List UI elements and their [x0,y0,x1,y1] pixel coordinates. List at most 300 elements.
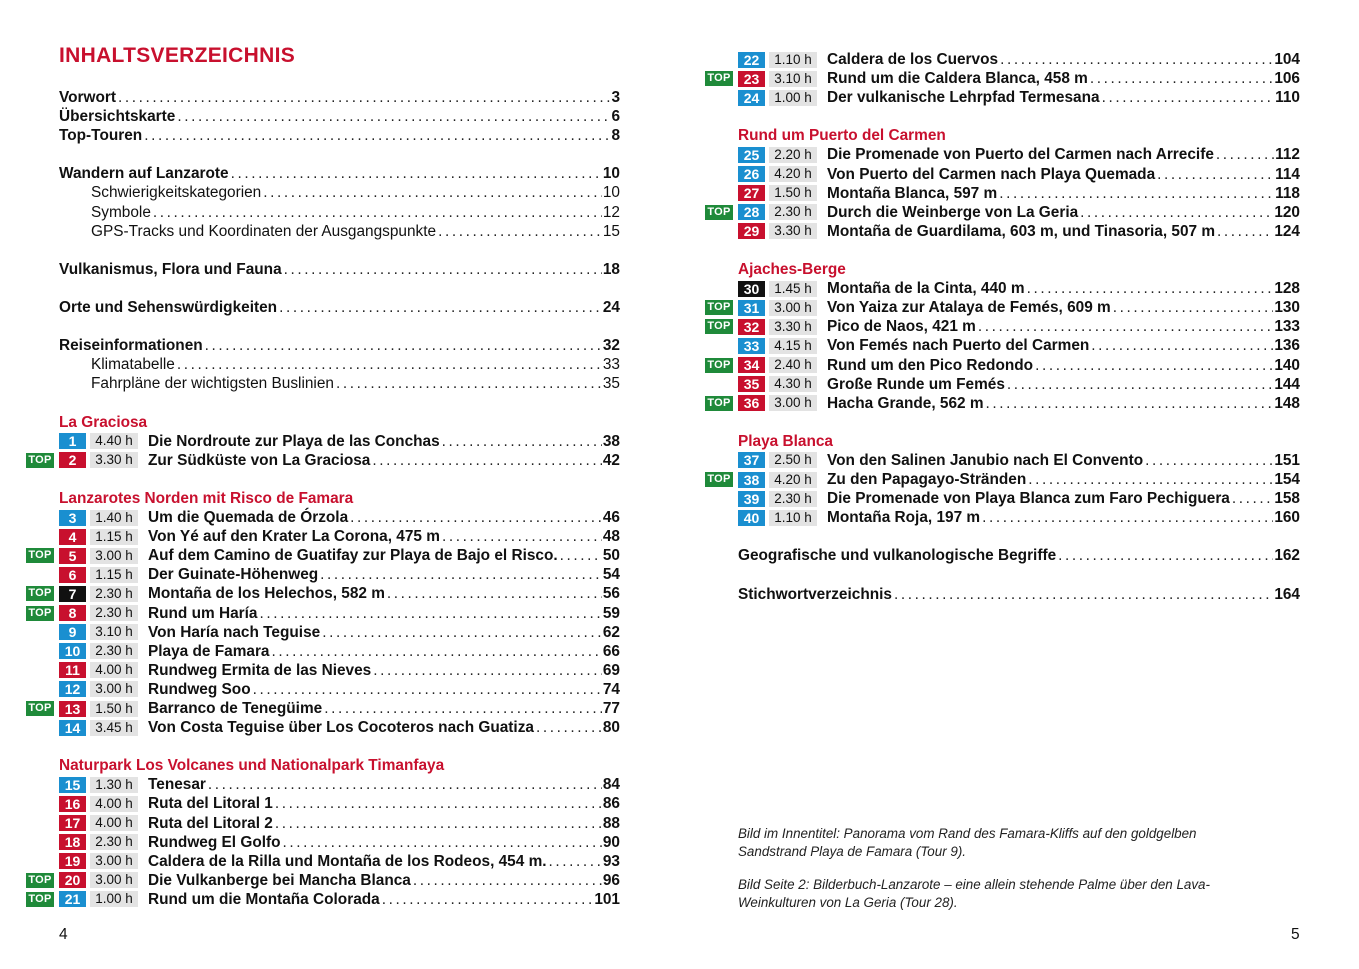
tour-number-badge: 13 [59,701,86,717]
entry-page-number: 162 [1274,547,1300,565]
toc-entry [0,126,680,145]
entry-title: Von Puerto del Carmen nach Playa Quemada [827,165,1156,183]
tour-row [0,852,680,871]
leader-dots [1217,222,1273,241]
leader-dots [144,126,610,145]
entry-title: Rundweg El Golfo [148,833,281,851]
tour-row [680,375,1359,394]
tour-duration: 2.30 h [769,491,817,507]
entry-line [148,680,620,699]
tour-duration: 3.30 h [90,452,138,468]
leader-dots [118,88,610,107]
entry-title: Montaña de Guardilama, 603 m, und Tinasoria, 507 m [827,222,1216,240]
tour-row [0,814,680,833]
entry-line [827,375,1300,394]
tour-row [0,718,680,737]
tour-number-badge: 7 [59,586,86,602]
toc-list-right [680,50,1359,604]
tour-number-badge: 26 [738,166,765,182]
entry-page-number: 140 [1274,356,1300,374]
entry-page-number: 3 [611,89,620,106]
top-badge: TOP [26,873,54,888]
entry-line [827,489,1300,508]
leader-dots [536,718,602,737]
entry-line [827,470,1300,489]
entry-line [738,546,1300,565]
toc-entry [0,336,680,355]
section-title: La Graciosa [59,413,148,431]
entry-title: Der Guinate-Höhenweg [148,566,319,584]
tour-duration: 1.00 h [90,891,138,907]
entry-page-number: 77 [602,700,620,717]
tour-duration: 1.30 h [90,777,138,793]
tour-row [0,890,680,909]
entry-page-number: 144 [1274,375,1300,393]
entry-page-number: 10 [602,165,620,183]
entry-line [148,584,620,603]
entry-line [91,374,620,393]
entry-page-number: 160 [1274,509,1300,527]
tour-number-badge: 15 [59,777,86,793]
entry-title: Um die Quemada de Órzola [148,509,349,527]
entry-line [148,565,620,584]
tour-number-badge: 31 [738,300,765,316]
entry-page-number: 56 [602,585,620,603]
spacer [0,317,680,336]
entry-line [91,355,620,374]
entry-page-number: 96 [602,871,620,889]
top-badge: TOP [26,892,54,907]
entry-title: Die Nordroute zur Playa de las Conchas [148,432,440,450]
page-number-left: 4 [59,926,68,943]
leader-dots [1027,279,1274,298]
spacer [680,107,1359,126]
entry-title: Rund um den Pico Redondo [827,356,1034,374]
tour-duration: 3.30 h [769,319,817,335]
caption-seite-2: Bild Seite 2: Bilderbuch-Lanzarote – eine allein stehende Palme über den Lava-Weinkulturen von La Geria (Tour 28). [738,877,1210,910]
spacer [680,566,1359,585]
leader-dots [438,222,602,241]
entry-title: Rund um die Caldera Blanca, 458 m [827,70,1088,88]
tour-duration: 1.40 h [90,510,138,526]
tour-number-badge: 9 [59,624,86,640]
section-heading [680,126,1359,145]
entry-title: Auf dem Camino de Guatifay zur Playa de Bajo el Risco. [148,547,558,565]
entry-title: Orte und Sehenswürdigkeiten [59,299,278,317]
leader-dots [320,565,602,584]
tour-row [680,88,1359,107]
tour-duration: 2.30 h [769,204,817,220]
top-badge: TOP [26,453,54,468]
entry-page-number: 54 [602,566,620,584]
tour-row [680,336,1359,355]
entry-page-number: 80 [602,719,620,737]
entry-title: Von Haría nach Teguise [148,623,321,641]
leader-dots [350,508,602,527]
toc-entry [0,164,680,183]
tour-row [680,184,1359,203]
entry-page-number: 38 [602,432,620,450]
entry-line [827,394,1300,413]
entry-title: Von Yaiza zur Atalaya de Femés, 609 m [827,299,1111,317]
entry-page-number: 151 [1274,451,1300,469]
leader-dots [324,699,602,718]
tour-row [0,546,680,565]
tour-duration: 2.30 h [90,834,138,850]
entry-title: Geografische und vulkanologische Begriffe [738,547,1057,565]
entry-page-number: 86 [602,795,620,813]
toc-list-left [0,88,680,909]
leader-dots [978,317,1273,336]
tour-row [680,203,1359,222]
tour-row [680,165,1359,184]
tour-duration: 3.10 h [90,624,138,640]
top-badge: TOP [705,472,733,487]
entry-page-number: 106 [1274,70,1300,88]
spacer [680,413,1359,432]
tour-row [680,356,1359,375]
leader-dots [336,374,602,393]
tour-number-badge: 18 [59,834,86,850]
top-badge: TOP [705,319,733,334]
entry-line [148,451,620,470]
leader-dots [1058,546,1273,565]
entry-line [148,871,620,890]
entry-line [827,336,1300,355]
entry-title: Reiseinformationen [59,337,203,355]
tour-row [680,508,1359,527]
tour-number-badge: 23 [738,71,765,87]
toc-subentry [0,355,680,374]
tour-row [0,565,680,584]
tour-row [0,604,680,623]
spacer [0,241,680,260]
entry-page-number: 110 [1275,89,1300,107]
entry-page-number: 114 [1275,165,1300,183]
entry-title: Montaña Blanca, 597 m [827,184,998,202]
entry-line [738,585,1300,604]
tour-duration: 1.50 h [90,701,138,717]
entry-line [148,814,620,833]
entry-line [148,775,620,794]
section-heading [0,756,680,775]
entry-page-number: 84 [602,776,620,794]
entry-line [59,298,620,317]
entry-title: Rundweg Ermita de las Nieves [148,661,372,679]
tour-duration: 2.20 h [769,147,817,163]
tour-duration: 4.30 h [769,376,817,392]
entry-title: Ruta del Litoral 2 [148,814,273,832]
entry-page-number: 10 [602,184,620,202]
tour-number-badge: 36 [738,395,765,411]
tour-number-badge: 16 [59,796,86,812]
entry-page-number: 90 [602,833,620,851]
entry-title: Montaña de la Cinta, 440 m [827,280,1025,298]
tour-duration: 4.00 h [90,662,138,678]
leader-dots [1102,88,1275,107]
entry-title: Caldera de los Cuervos [827,51,999,68]
tour-number-badge: 37 [738,452,765,468]
toc-entry [0,260,680,279]
leader-dots [1232,489,1273,508]
leader-dots [283,833,602,852]
entry-line [148,718,620,737]
tour-row [0,661,680,680]
entry-title: Montaña Roja, 197 m [827,509,981,527]
entry-title: Von Femés nach Puerto del Carmen [827,337,1090,355]
entry-title: Tenesar [148,776,206,794]
entry-title: Symbole [91,203,151,221]
entry-page-number: 120 [1274,203,1300,221]
tour-number-badge: 5 [59,548,86,564]
tour-row [0,508,680,527]
entry-line [148,852,620,871]
entry-page-number: 42 [602,451,620,469]
right-page [680,0,1359,969]
leader-dots [1000,50,1273,69]
leader-dots [1090,69,1273,88]
entry-page-number: 15 [602,222,620,240]
entry-line [148,432,620,451]
entry-line [827,88,1300,107]
spacer [0,470,680,489]
toc-entry [0,298,680,317]
entry-page-number: 24 [602,299,620,317]
entry-title: Große Runde um Femés [827,375,1005,393]
entry-page-number: 88 [602,814,620,832]
section-heading [680,432,1359,451]
tour-duration: 4.40 h [90,433,138,449]
tour-number-badge: 2 [59,452,86,468]
leader-dots [275,814,602,833]
leader-dots [205,336,602,355]
entry-line [148,661,620,680]
leader-dots [263,183,602,202]
entry-title: Die Promenade von Puerto del Carmen nach Arrecife [827,146,1214,164]
entry-title: Vorwort [59,89,117,106]
leader-dots [372,451,602,470]
entry-title: Montaña de los Helechos, 582 m [148,585,385,603]
page-number-right: 5 [1291,926,1300,943]
top-badge: TOP [705,358,733,373]
tour-row [0,451,680,470]
tour-duration: 3.10 h [769,71,817,87]
entry-line [59,336,620,355]
entry-title: Rund um Haría [148,604,258,622]
section-title: Naturpark Los Volcanes und Nationalpark Timanfaya [59,757,445,775]
entry-line [59,107,620,126]
entry-page-number: 101 [594,890,620,908]
tour-duration: 3.30 h [769,223,817,239]
tour-row [680,317,1359,336]
entry-line [59,88,620,107]
leader-dots [275,794,602,813]
leader-dots [1028,470,1273,489]
entry-page-number: 46 [602,509,620,527]
entry-title: Die Vulkanberge bei Mancha Blanca [148,871,411,889]
entry-page-number: 62 [602,623,620,641]
tour-row [680,298,1359,317]
tour-duration: 1.45 h [769,281,817,297]
entry-title: Von den Salinen Janubio nach El Convento [827,451,1144,469]
entry-page-number: 50 [602,547,620,565]
tour-number-badge: 19 [59,853,86,869]
entry-page-number: 133 [1274,318,1300,336]
tour-number-badge: 8 [59,605,86,621]
entry-page-number: 35 [602,375,620,393]
entry-line [827,298,1300,317]
entry-line [148,508,620,527]
entry-title: Wandern auf Lanzarote [59,165,229,183]
entry-line [827,145,1300,164]
entry-page-number: 128 [1274,280,1300,298]
tour-duration: 3.00 h [90,853,138,869]
entry-line [827,222,1300,241]
top-badge: TOP [705,300,733,315]
tour-number-badge: 28 [738,204,765,220]
entry-title: Pico de Naos, 421 m [827,318,976,336]
tour-number-badge: 25 [738,147,765,163]
tour-row [0,699,680,718]
entry-line [148,546,620,565]
leader-dots [999,184,1274,203]
top-badge: TOP [705,205,733,220]
entry-line [148,527,620,546]
tour-duration: 4.20 h [769,472,817,488]
tour-number-badge: 33 [738,338,765,354]
entry-page-number: 124 [1274,222,1300,240]
section-title: Playa Blanca [738,432,833,450]
leader-dots [986,394,1274,413]
tour-row [680,69,1359,88]
leader-dots [177,107,610,126]
tour-row [0,680,680,699]
entry-page-number: 32 [602,337,620,355]
tour-number-badge: 20 [59,872,86,888]
entry-page-number: 164 [1274,585,1300,603]
section-heading [0,413,680,432]
leader-dots [1113,298,1274,317]
leader-dots [259,604,601,623]
entry-page-number: 93 [602,852,620,870]
entry-line [91,203,620,222]
entry-page-number: 66 [602,642,620,660]
section-title: Ajaches-Berge [738,261,846,279]
tour-row [680,145,1359,164]
tour-number-badge: 6 [59,567,86,583]
entry-title: Fahrpläne der wichtigsten Buslinien [91,375,334,393]
tour-duration: 2.30 h [90,586,138,602]
leader-dots [231,164,602,183]
entry-title: Zur Südküste von La Graciosa [148,451,371,469]
tour-number-badge: 14 [59,720,86,736]
tour-row [0,871,680,890]
tour-duration: 3.00 h [90,548,138,564]
entry-title: Hacha Grande, 562 m [827,394,984,412]
toc-subentry [0,374,680,393]
leader-dots [272,642,602,661]
entry-title: Rundweg Soo [148,680,251,698]
tour-duration: 4.20 h [769,166,817,182]
tour-row [680,394,1359,413]
tour-duration: 1.15 h [90,529,138,545]
section-title: Lanzarotes Norden mit Risco de Famara [59,489,354,507]
entry-title: Klimatabelle [91,356,175,374]
leader-dots [253,680,602,699]
tour-duration: 3.45 h [90,720,138,736]
tour-number-badge: 24 [738,90,765,106]
top-badge: TOP [26,606,54,621]
spacer [680,241,1359,260]
leader-dots [1157,165,1274,184]
entry-title: Stichwortverzeichnis [738,585,892,603]
entry-line [827,451,1300,470]
entry-line [148,890,620,909]
entry-line [827,50,1300,69]
entry-title: Durch die Weinberge von La Geria [827,203,1079,221]
toc-entry [680,546,1359,565]
tour-duration: 4.00 h [90,796,138,812]
entry-page-number: 148 [1274,394,1300,412]
entry-line [827,317,1300,336]
leader-dots [982,508,1273,527]
tour-number-badge: 21 [59,891,86,907]
leader-dots [1216,145,1274,164]
toc-entry [680,585,1359,604]
entry-line [59,126,620,145]
tour-duration: 1.00 h [769,90,817,106]
entry-line [59,260,620,279]
tour-row [0,794,680,813]
entry-line [91,222,620,241]
spacer [0,279,680,298]
caption-innentitel: Bild im Innentitel: Panorama vom Rand des Famara-Kliffs auf den goldgelben Sandstrand Playa de Famara (Tour 9). [738,826,1197,859]
section-heading [0,489,680,508]
tour-duration: 1.15 h [90,567,138,583]
entry-line [59,164,620,183]
entry-title: Der vulkanische Lehrpfad Termesana [827,89,1100,107]
leader-dots [413,871,602,890]
leader-dots [153,203,602,222]
leader-dots [387,584,602,603]
leader-dots [1145,451,1273,470]
entry-page-number: 104 [1274,51,1300,68]
entry-title: Playa de Famara [148,642,270,660]
toc-subentry [0,222,680,241]
tour-duration: 3.00 h [769,395,817,411]
leader-dots [1080,203,1273,222]
entry-title: Rund um die Montaña Colorada [148,890,380,908]
entry-title: Von Yé auf den Krater La Corona, 475 m [148,528,440,546]
tour-row [0,432,680,451]
tour-duration: 3.00 h [769,300,817,316]
tour-duration: 1.50 h [769,185,817,201]
entry-title: Übersichtskarte [59,108,176,126]
entry-title: Top-Touren [59,127,143,145]
entry-page-number: 118 [1275,184,1300,202]
entry-title: Zu den Papagayo-Stränden [827,471,1027,489]
entry-page-number: 6 [611,108,620,126]
tour-number-badge: 30 [738,281,765,297]
tour-duration: 2.30 h [90,643,138,659]
tour-number-badge: 29 [738,223,765,239]
entry-title: Vulkanismus, Flora und Fauna [59,260,282,278]
toc-heading: INHALTSVERZEICHNIS [59,44,296,67]
tour-number-badge: 12 [59,681,86,697]
tour-row [0,584,680,603]
entry-page-number: 154 [1274,471,1300,489]
entry-line [148,794,620,813]
